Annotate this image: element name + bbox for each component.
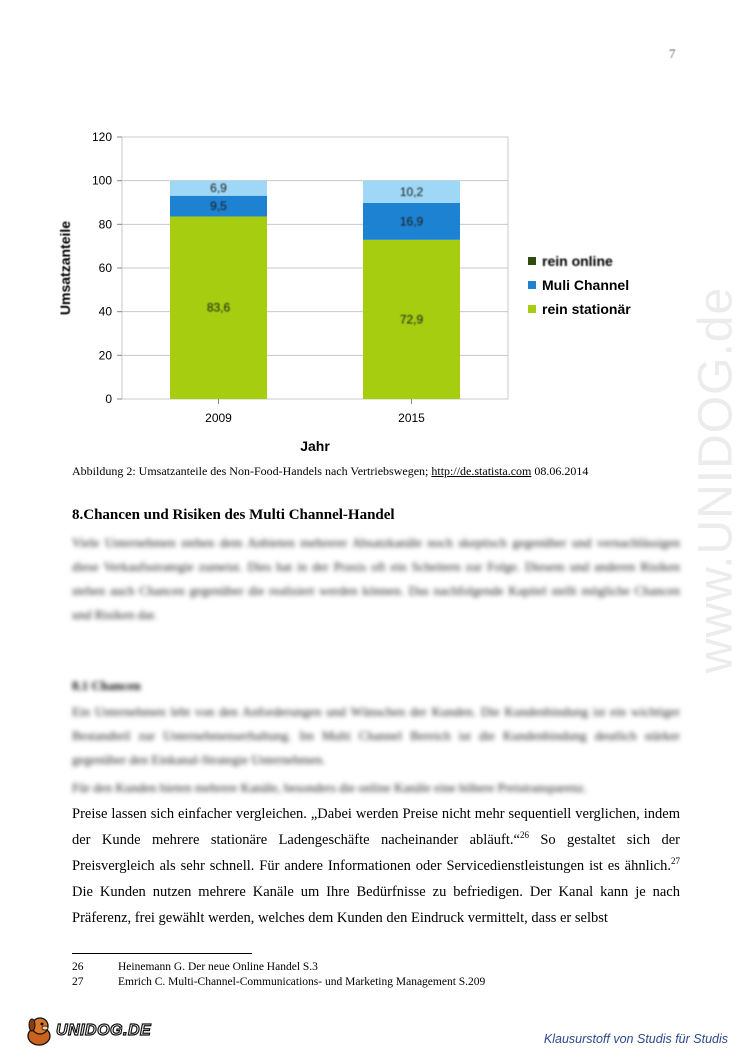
watermark: www.UNIDOG.de [689,286,743,674]
y-tick-label: 0 [105,392,112,406]
y-tick-label: 100 [91,173,112,188]
y-axis-title: Umsatzanteile [57,220,73,316]
chart-canvas [50,125,670,465]
footnote-27 [72,976,485,988]
caption-date: 08.06.2014 [531,464,589,478]
legend-swatch [528,305,536,313]
subsection-paragraph-2: Für den Kunden bieten mehrere Kanäle, besonders die online Kanäle eine höhere Preistransparenz. [72,780,587,795]
footnote-ref-26: 26 [519,830,529,841]
legend-label: Muli Channel [542,277,630,293]
x-axis-title: Jahr [300,438,330,454]
page-number: 7 [669,46,676,61]
legend-swatch [528,257,536,265]
data-label: 72,9 [399,312,424,327]
y-tick-label: 120 [91,130,112,144]
y-tick-label: 80 [98,217,112,232]
dog-mascot-icon [22,1014,56,1048]
subsection-heading: 8.1 Chancen [72,678,141,693]
data-label: 6,9 [210,181,227,196]
y-tick-label: 60 [98,261,112,275]
y-tick-label: 40 [98,304,112,319]
footer-slogan: Klausurstoff von Studis für Studis [543,1032,728,1046]
section-paragraph: Viele Unternehmen stehen dem Anbieten mehrerer Absatzkanäle noch skeptisch gegenüber und vernachlässigen diese Verkaufsstrategie zumeist. Dies hat in der Praxis oft ein Scheitern zur Folge. Diesem und anderen Risiken stehen auch Chancen gegenüber die realisiert werden können. Das nachfolgende Kapitel stellt mögliche Chancen und Risiken dar. [72,535,680,622]
footnote-ref-27: 27 [671,856,680,867]
body-paragraph [72,801,680,931]
unidog-logo [22,1014,152,1050]
legend-swatch [528,281,536,289]
stacked-bar-chart [50,125,670,465]
data-label: 83,6 [206,300,231,315]
body-text-1: Preise lassen sich einfacher vergleichen. „Dabei werden Preise nicht mehr sequentiell verglichen, indem der Kunde mehrere stationäre Ladengeschäfte nacheinander abläuft.“ [72,806,680,848]
y-tick-label: 20 [98,348,112,363]
caption-text: Abbildung 2: Umsatzanteile des Non-Food-Handels nach Vertriebswegen; [72,464,432,478]
subsection-paragraph-1: Ein Unternehmen lebt von den Anforderungen und Wünschen der Kunden. Die Kundenbindung ist ein wichtiger Bestandteil zur Unternehmenserhaltung. Im Multi Channel Bereich ist die Kundenbindung deutlich stärker gegenüber den Einkanal-Strategie Unternehmen. [72,704,680,767]
body-text-3: Die Kunden nutzen mehrere Kanäle um Ihre Bedürfnisse zu befriedigen. Der Kanal kann je nach Präferenz, frei gewählt werden, welches dem Kunden den Eindruck vermittelt, dass er selbst [72,884,680,926]
footnote-number: 26 [72,961,84,973]
logo-text: UNIDOG.DE [56,1022,152,1039]
footnote-text: Heinemann G. Der neue Online Handel S.3 [118,961,318,973]
x-tick-label: 2015 [398,411,425,425]
section-heading: 8.Chancen und Risiken des Multi Channel-Handel [72,507,395,523]
legend-label: rein stationär [542,301,631,317]
data-label: 9,5 [210,199,227,214]
legend-label: rein online [542,253,613,269]
data-label: 16,9 [399,214,424,229]
footnote-text: Emrich C. Multi-Channel-Communications- und Marketing Management S.209 [118,976,486,988]
caption-link[interactable]: http://de.statista.com [431,464,532,478]
x-tick-label: 2009 [205,411,232,425]
footnote-26 [72,961,318,973]
body-text-2: So gestaltet sich der Preisvergleich als sehr schnell. Für andere Informationen oder Servicedienstleistungen ist es ähnlich. [72,832,680,874]
data-label: 10,2 [399,184,424,199]
footnote-separator [72,953,252,954]
footnote-number: 27 [72,976,84,988]
figure-caption [72,464,588,479]
